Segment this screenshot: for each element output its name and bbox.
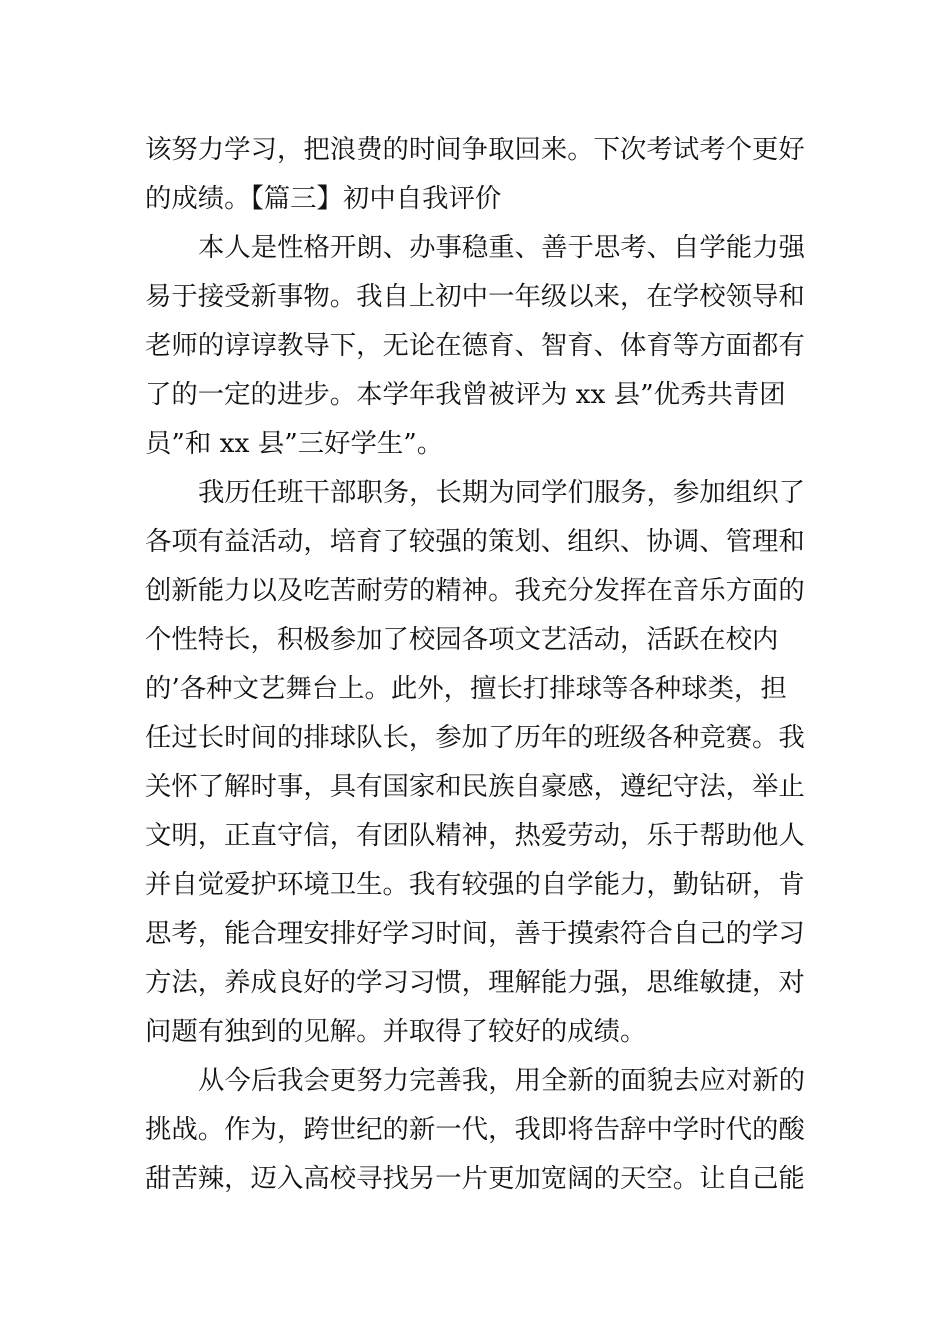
paragraph-first-line: 从今后我会更努力完善我，用全新的面貌去应对新的: [198, 1065, 805, 1096]
text-line: 了的一定的进步。本学年我曾被评为 xx 县”优秀共青团: [145, 379, 786, 410]
text-line: 方法，养成良好的学习习惯，理解能力强，思维敏捷，对: [145, 967, 805, 998]
text-line: 思考，能合理安排好学习时间，善于摸索符合自己的学习: [145, 918, 805, 949]
document-body: [145, 125, 810, 1203]
text-line: 文明，正直守信，有团队精神，热爱劳动，乐于帮助他人: [145, 820, 805, 851]
text-line: 关怀了解时事，具有国家和民族自豪感，遵纪守法，举止: [145, 771, 805, 802]
text-line: 甜苦辣，迈入高校寻找另一片更加宽阔的天空。让自己能: [145, 1163, 805, 1194]
text-line: 的’各种文艺舞台上。此外，擅长打排球等各种球类，担: [145, 673, 787, 704]
text-line: 个性特长，积极参加了校园各项文艺活动，活跃在校内: [145, 624, 779, 655]
text-line: 各项有益活动，培育了较强的策划、组织、协调、管理和: [145, 526, 805, 557]
paragraph-first-line: 我历任班干部职务，长期为同学们服务，参加组织了: [198, 477, 805, 508]
text-line: 的成绩。【篇三】初中自我评价: [145, 183, 502, 214]
text-line: 易于接受新事物。我自上初中一年级以来，在学校领导和: [145, 281, 805, 312]
text-line: 问题有独到的见解。并取得了较好的成绩。: [145, 1016, 647, 1047]
text-line: 任过长时间的排球队长，参加了历年的班级各种竞赛。我: [145, 722, 805, 753]
text-line: 并自觉爱护环境卫生。我有较强的自学能力，勤钻研，肯: [145, 869, 805, 900]
text-line: 老师的谆谆教导下，无论在德育、智育、体育等方面都有: [145, 330, 805, 361]
text-line: 创新能力以及吃苦耐劳的精神。我充分发挥在音乐方面的: [145, 575, 805, 606]
paragraph-first-line: 本人是性格开朗、办事稳重、善于思考、自学能力强: [198, 232, 805, 263]
text-line: 员”和 xx 县”三好学生”。: [145, 428, 444, 459]
text-line: 挑战。作为，跨世纪的新一代，我即将告辞中学时代的酸: [145, 1114, 805, 1145]
text-line: 该努力学习，把浪费的时间争取回来。下次考试考个更好: [145, 134, 805, 165]
